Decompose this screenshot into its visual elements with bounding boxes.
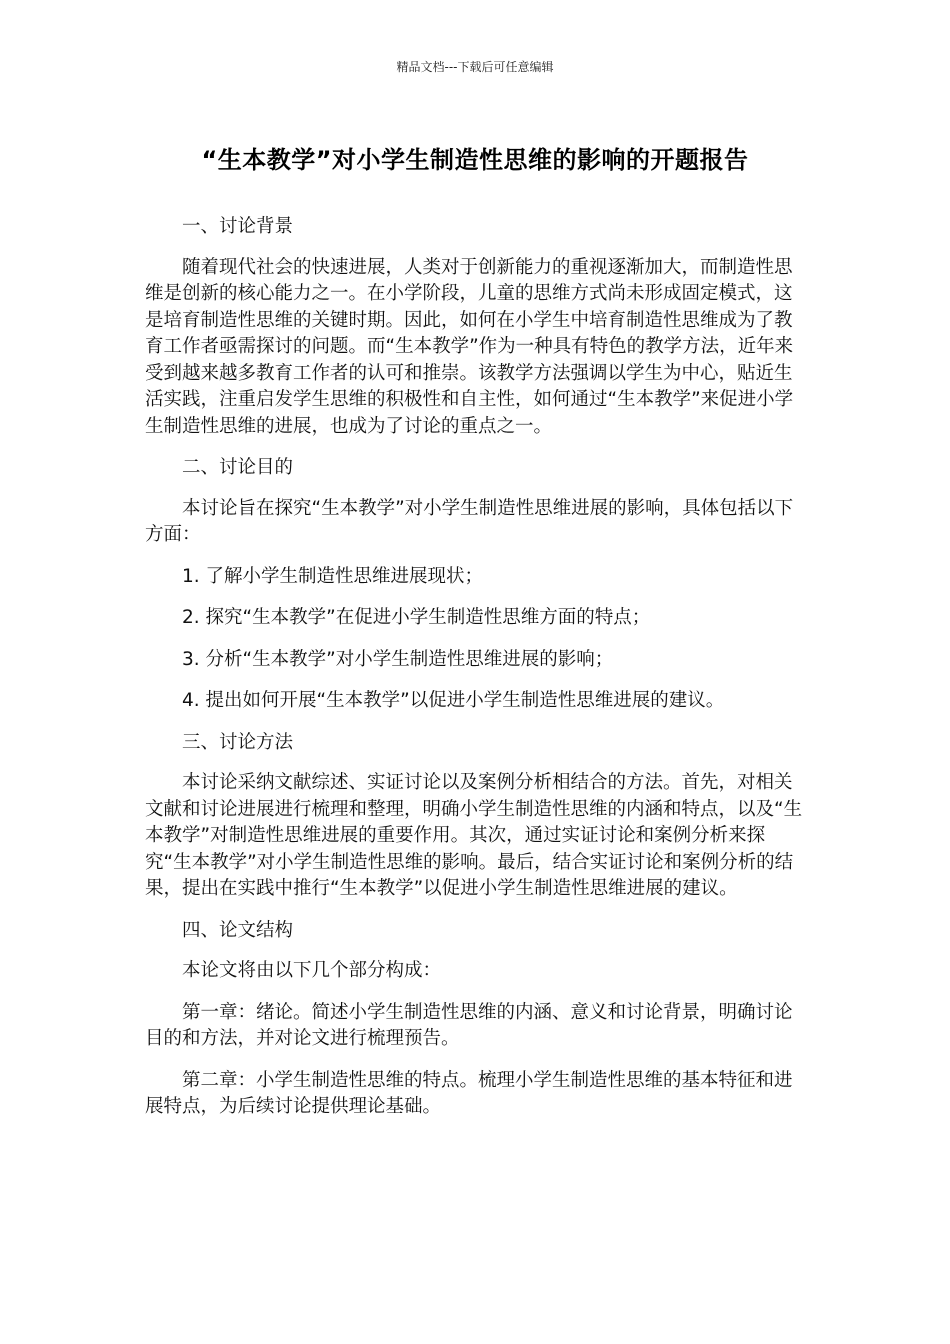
purpose-item-2: 2. 探究“生本教学”在促进小学生制造性思维方面的特点； bbox=[182, 607, 651, 628]
paragraph-chapter-2: 第二章：小学生制造性思维的特点。梳理小学生制造性思维的基本特征和进展特点，为后续讨论提供理论基础。 bbox=[145, 1069, 793, 1117]
document-title: “生本教学”对小学生制造性思维的影响的开题报告 bbox=[201, 146, 749, 174]
paragraph-background: 随着现代社会的快速进展，人类对于创新能力的重视逐渐加大，而制造性思维是创新的核心能力之一。在小学阶段，儿童的思维方式尚未形成固定模式，这是培育制造性思维的关键时期。因此，如何在小学生中培育制造性思维成为了教育工作者亟需探讨的问题。而“生本教学”作为一种具有特色的教学方法，近年来受到越来越多教育工作者的认可和推崇。该教学方法强调以学生为中心，贴近生活实践，注重启发学生思维的积极性和自主性，如何通过“生本教学”来促进小学生制造性思维的进展，也成为了讨论的重点之一。 bbox=[145, 256, 794, 437]
section-heading-method: 三、讨论方法 bbox=[182, 731, 294, 753]
paragraph-structure-intro: 本论文将由以下几个部分构成： bbox=[182, 960, 442, 981]
section-heading-structure: 四、论文结构 bbox=[182, 919, 294, 941]
paragraph-method: 本讨论采纳文献综述、实证讨论以及案例分析相结合的方法。首先，对相关文献和讨论进展进行梳理和整理，明确小学生制造性思维的内涵和特点，以及“生本教学”对制造性思维进展的重要作用。其次，通过实证讨论和案例分析来探究“生本教学”对小学生制造性思维的影响。最后，结合实证讨论和案例分析的结果，提出在实践中推行“生本教学”以促进小学生制造性思维进展的建议。 bbox=[145, 772, 803, 899]
paragraph-purpose: 本讨论旨在探究“生本教学”对小学生制造性思维进展的影响，具体包括以下方面： bbox=[145, 497, 794, 545]
purpose-item-3: 3. 分析“生本教学”对小学生制造性思维进展的影响； bbox=[182, 648, 614, 670]
header-note: 精品文档---下载后可任意编辑 bbox=[396, 60, 554, 74]
section-heading-background: 一、讨论背景 bbox=[182, 216, 294, 237]
purpose-item-1: 1. 了解小学生制造性思维进展现状； bbox=[182, 565, 484, 587]
paragraph-chapter-1: 第一章：绪论。简述小学生制造性思维的内涵、意义和讨论背景，明确讨论目的和方法，并对论文进行梳理预告。 bbox=[145, 1001, 793, 1049]
section-heading-purpose: 二、讨论目的 bbox=[182, 457, 294, 478]
purpose-item-4: 4. 提出如何开展“生本教学”以促进小学生制造性思维进展的建议。 bbox=[182, 690, 725, 711]
document-body bbox=[145, 214, 810, 1136]
